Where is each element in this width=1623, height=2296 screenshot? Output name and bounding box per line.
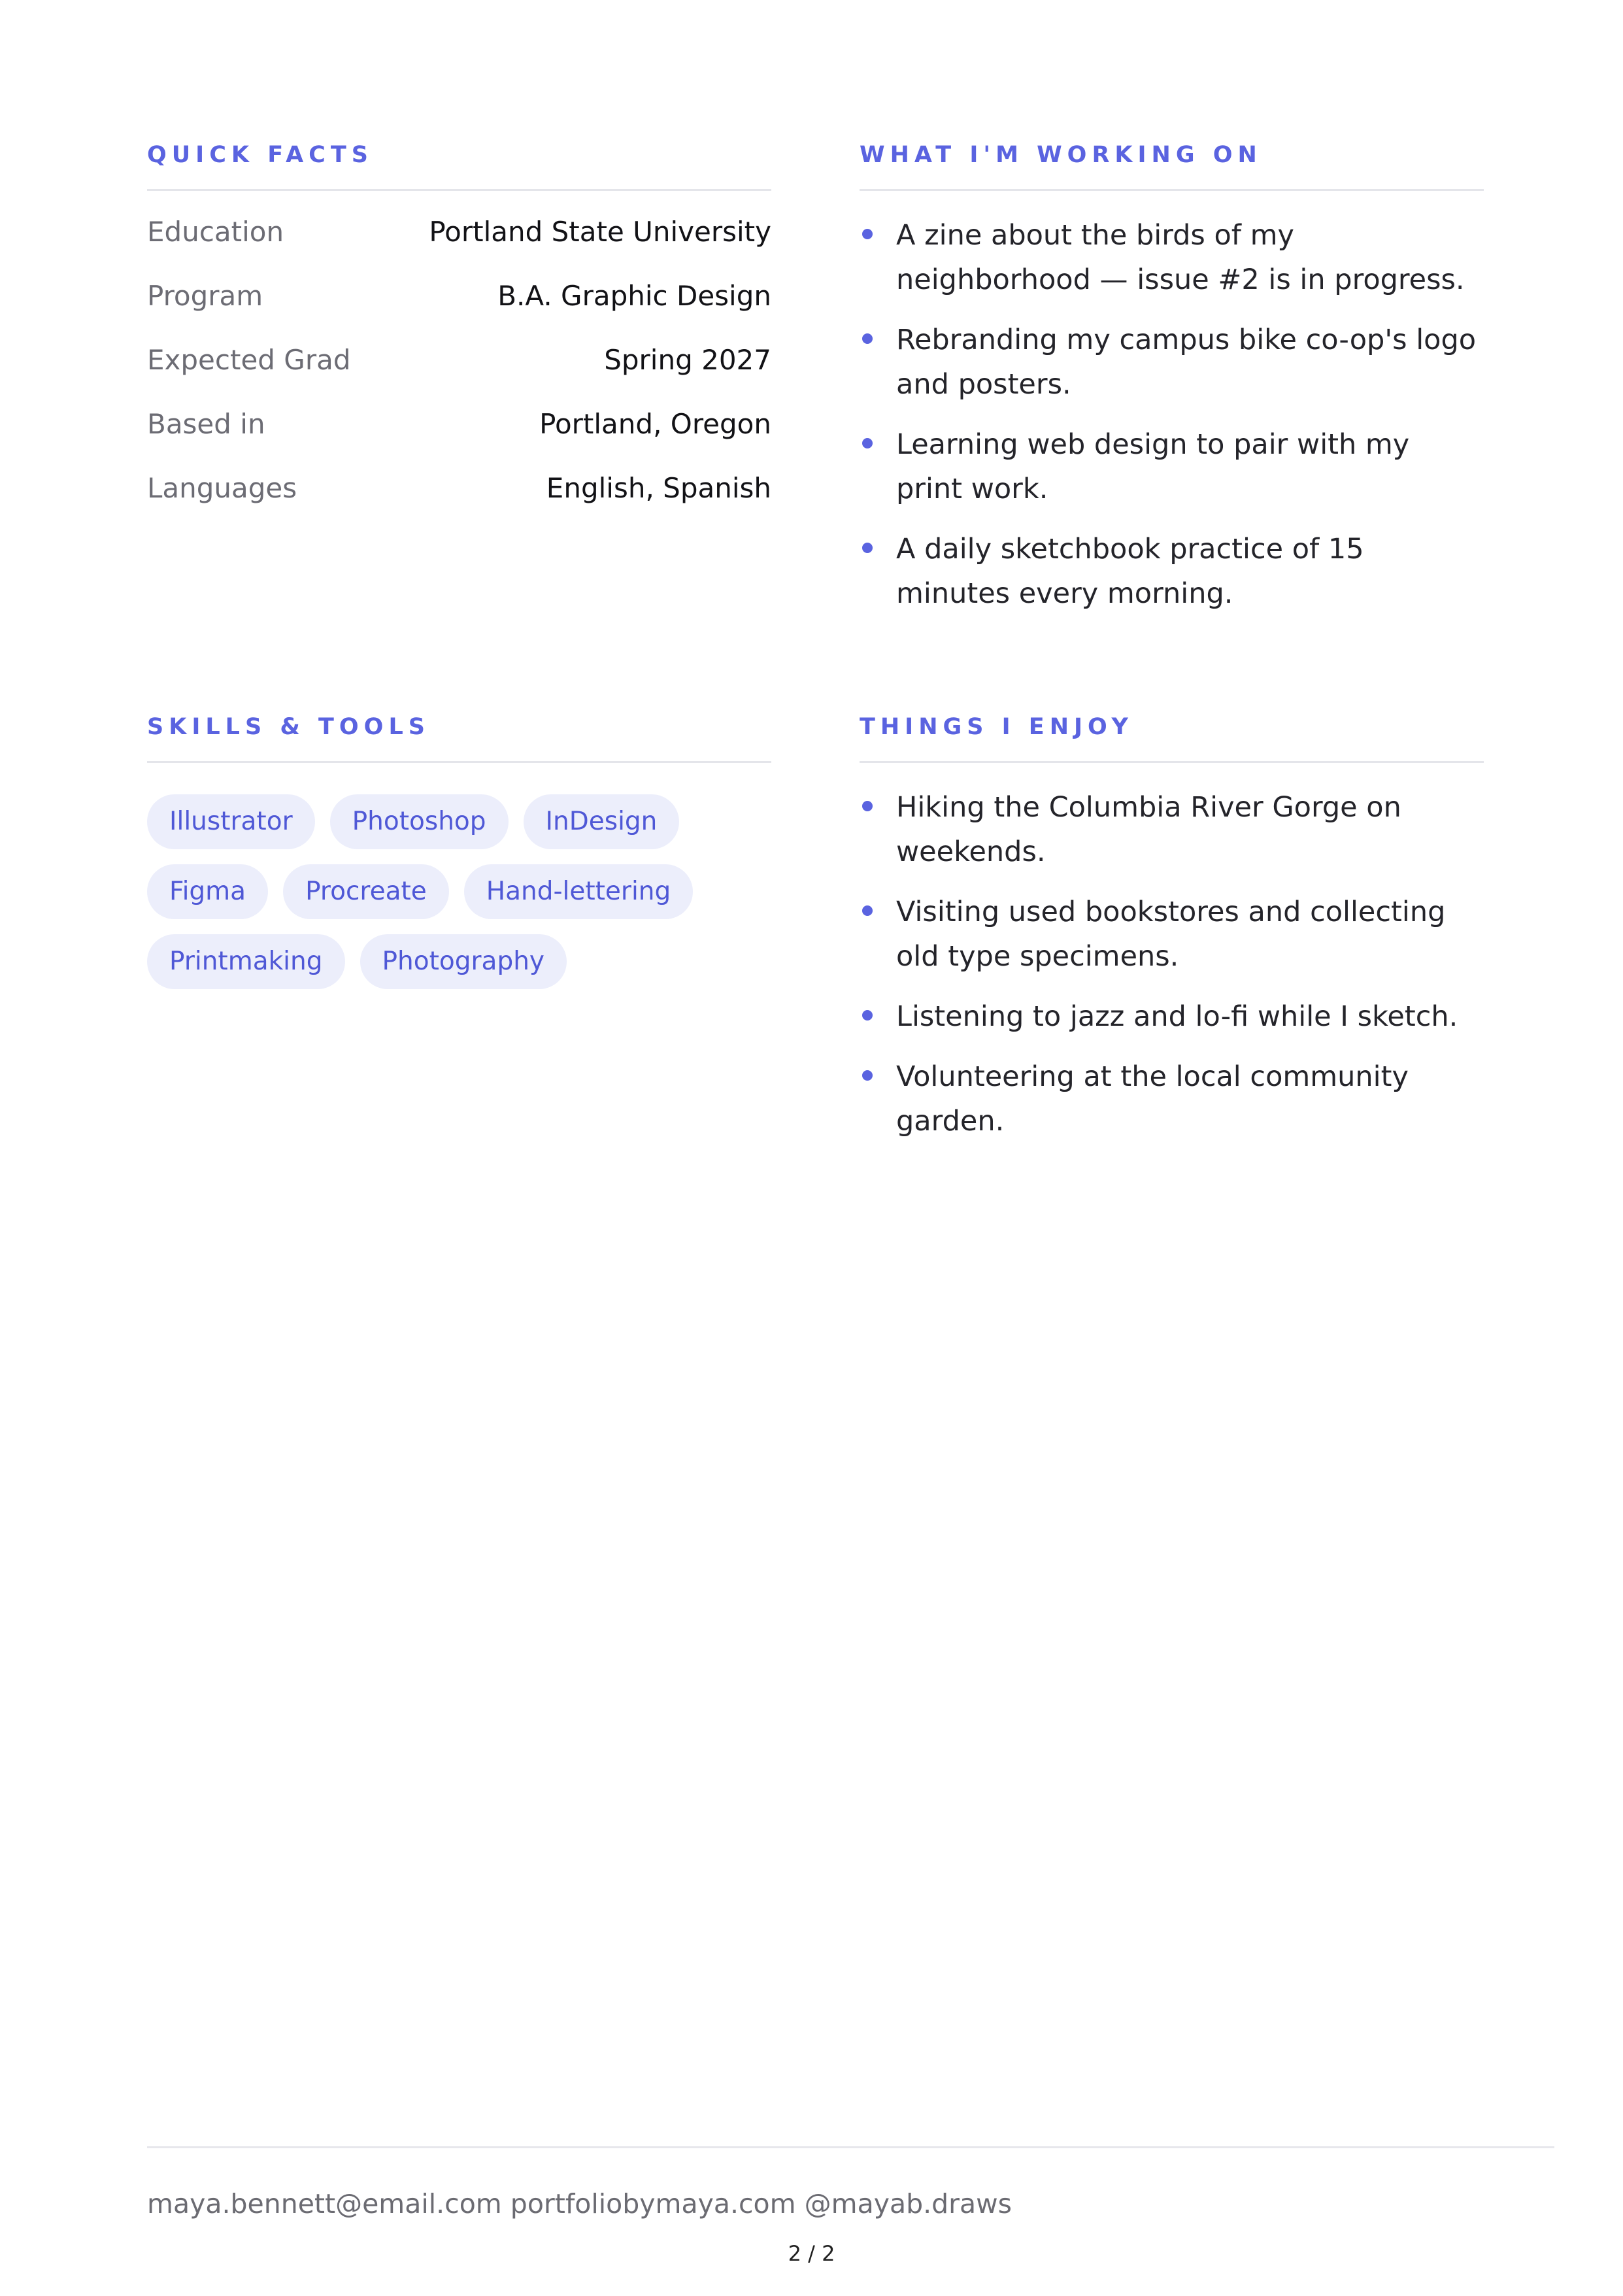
footer-contact <box>147 2188 1012 2220</box>
skill-chip-procreate: Procreate <box>283 864 449 919</box>
skill-chip-photoshop: Photoshop <box>330 794 509 849</box>
enjoy-heading: THINGS I ENJOY <box>860 716 1484 763</box>
skills-heading: SKILLS & TOOLS <box>147 716 771 763</box>
list-item-text: Listening to jazz and lo-fi while I sketch. <box>896 1000 1458 1033</box>
skill-chips <box>147 794 771 989</box>
bullet-dot-icon <box>862 801 873 811</box>
bullet-dot-icon <box>862 1010 873 1021</box>
quick-facts-list <box>147 216 771 536</box>
skill-chip-photography: Photography <box>360 934 567 989</box>
list-item-text: Rebranding my campus bike co-op's logo and posters. <box>896 324 1477 401</box>
list-item-text: Hiking the Columbia River Gorge on weekends. <box>896 791 1401 868</box>
skill-chip-hand-lettering: Hand-lettering <box>464 864 694 919</box>
enjoy-list <box>860 785 1484 1143</box>
enjoy-section <box>860 716 1484 1159</box>
fact-value: Portland, Oregon <box>539 408 771 440</box>
skills-section <box>147 716 771 989</box>
fact-row-program <box>147 280 771 344</box>
fact-value: Spring 2027 <box>604 344 771 376</box>
list-item <box>860 994 1484 1039</box>
fact-row-expected-grad <box>147 344 771 408</box>
list-item-text: A daily sketchbook practice of 15 minutes every morning. <box>896 533 1364 610</box>
list-item-text: Visiting used bookstores and collecting old type specimens. <box>896 896 1446 973</box>
list-item <box>860 1055 1484 1143</box>
quick-facts-heading: QUICK FACTS <box>147 144 771 191</box>
bullet-dot-icon <box>862 1070 873 1081</box>
quick-facts-section <box>147 144 771 536</box>
page-number: 2 / 2 <box>788 2241 835 2266</box>
bullet-dot-icon <box>862 543 873 553</box>
bullet-dot-icon <box>862 229 873 239</box>
list-item <box>860 890 1484 979</box>
fact-value: English, Spanish <box>546 472 771 504</box>
list-item <box>860 318 1484 407</box>
bullet-dot-icon <box>862 438 873 448</box>
fact-row-education <box>147 216 771 280</box>
fact-label: Program <box>147 280 263 312</box>
footer-website-link[interactable]: portfoliobymaya.com <box>510 2188 796 2220</box>
fact-row-based-in <box>147 408 771 472</box>
list-item <box>860 213 1484 302</box>
footer-email-link[interactable]: maya.bennett@email.com <box>147 2188 502 2220</box>
bullet-dot-icon <box>862 333 873 344</box>
list-item-text: Volunteering at the local community garden. <box>896 1060 1409 1138</box>
working-on-heading: WHAT I'M WORKING ON <box>860 144 1484 191</box>
fact-value: Portland State University <box>429 216 771 248</box>
skill-chip-illustrator: Illustrator <box>147 794 315 849</box>
list-item <box>860 527 1484 616</box>
footer-divider <box>147 2146 1554 2148</box>
working-on-list <box>860 213 1484 616</box>
fact-label: Education <box>147 216 284 248</box>
skill-chip-printmaking: Printmaking <box>147 934 345 989</box>
fact-value: B.A. Graphic Design <box>497 280 771 312</box>
fact-label: Expected Grad <box>147 344 351 376</box>
fact-row-languages <box>147 472 771 536</box>
fact-label: Languages <box>147 472 297 504</box>
skill-chip-figma: Figma <box>147 864 268 919</box>
working-on-section <box>860 144 1484 632</box>
skill-chip-indesign: InDesign <box>524 794 680 849</box>
bullet-dot-icon <box>862 905 873 916</box>
list-item-text: Learning web design to pair with my print work. <box>896 428 1410 505</box>
list-item <box>860 422 1484 511</box>
footer-handle-link[interactable]: @mayab.draws <box>804 2188 1012 2220</box>
list-item <box>860 785 1484 874</box>
list-item-text: A zine about the birds of my neighborhood — issue #2 is in progress. <box>896 219 1465 296</box>
fact-label: Based in <box>147 408 265 440</box>
